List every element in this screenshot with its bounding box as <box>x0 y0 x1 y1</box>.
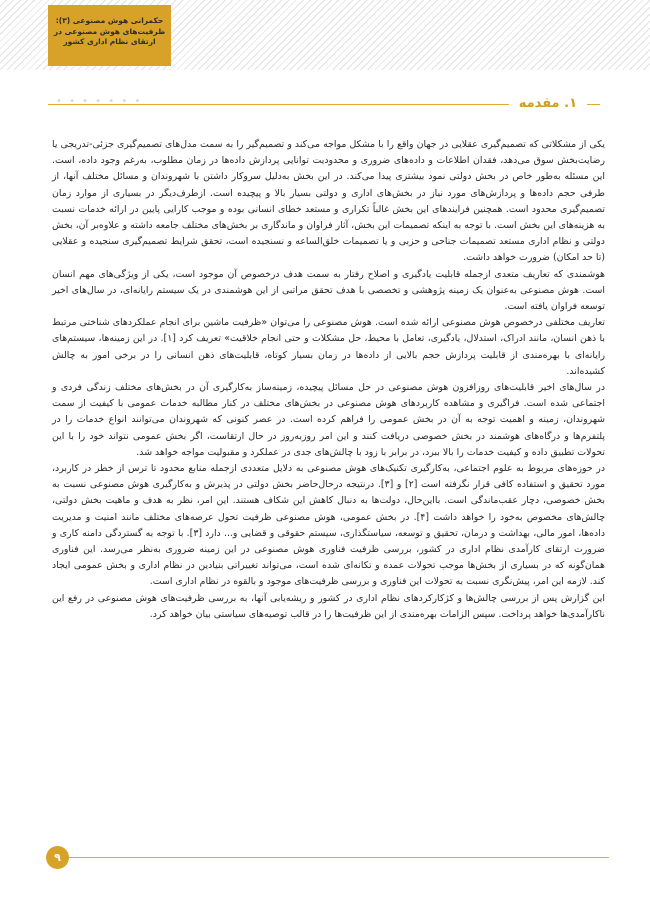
series-title-line: حکمرانی هوش مصنوعی (۳): <box>55 16 164 25</box>
paragraph: یکی از مشکلاتی که تصمیم‌گیری عقلایی در جهان واقع را با مشکل مواجه می‌کند و تصمیم‌گیر را به سمت مدل‌های تصمیم‌گیری جزئی-تدریجی یا رضایت‌بخش سوق می‌دهد، فقدان اطلاعات و داده‌های ضروری و محدودیت توانایی پردازش داده‌ها در زمان مطلوب، به‌رغم وجود داده، است. این مسئله به‌طور خاص در بخش دولتی نمود بیشتری پیدا می‌کند. در این بخش به‌دلیل سروکار داشتن با شهروندان و مسائل مختلف آنها، از طرفی حجم داده‌ها و پردازش‌های مورد نیاز در بخش‌های اداری و دولتی بسیار بالا و پیچیده است. ازطرف‌دیگر در بسیاری از موارد زمان تصمیم‌گیری محدود است. همچنین فرایندهای این بخش غالباً تکراری و مستعد خطای انسانی بوده و موجب کارایی پایین در ارائه خدمات نسبت به هزینه‌های این بخش است. با توجه به اینکه تصمیمات این بخش، آثار فراوان و ماندگاری بر بخش‌های مختلف جامعه داشته و علاوه‌بر آن، بخش دولتی و نظام اداری مستعد تصمیمات جناحی و حزبی و یا تصمیمات خلق‌الساعه و نسنجیده است، تحقق شرایط تصمیم‌گیری سنجیده و عقلایی (تا حد امکان) ضرورت خواهد داشت. <box>52 139 605 264</box>
section-title: ۱. مقدمه <box>509 95 587 113</box>
paragraph: این گزارش پس از بررسی چالش‌ها و کژکارکردهای نظام اداری در کشور و ریشه‌یابی آنها، به بررسی ظرفیت‌های هوش مصنوعی در رفع این ناکارآمدی‌ها خواهد پرداخت. سپس الزامات بهره‌مندی از این ظرفیت‌ها را در قالب توصیه‌های سیاستی بیان خواهد کرد. <box>52 592 605 620</box>
paragraph: هوشمندی که تعاریف متعدی ازجمله قابلیت یادگیری و اصلاح رفتار به سمت هدف درخصوص آن موجود است، یکی از ویژگی‌های مهم انسان است. هوش مصنوعی به‌عنوان یک زمینه پژوهشی و تخصصی با هدف تحقق مراتبی از این هوشمندی در یک سیستم رایانه‌ای، در سال‌های اخیر توسعه فراوان یافته است. <box>52 268 605 313</box>
page-number: ۹ <box>46 846 69 869</box>
series-title-line: ارتقای نظام اداری کشور <box>63 37 156 46</box>
paragraph: در حوزه‌های مربوط به علوم اجتماعی، به‌کارگیری تکنیک‌های هوش مصنوعی به دلایل متعددی ازجمله منابع محدود تا ترس از خطر در کاربرد، مورد تحقیق و استفاده کافی قرار نگرفته است [۲] و [۳]. درنتیجه درحال‌حاضر بخش دولتی در پذیرش و به‌کارگیری هوش مصنوعی نسبت به بخش خصوصی، دچار عقب‌ماندگی است. بااین‌حال، دولت‌ها به دنبال کاهش این شکاف هستند. این امر، نظر به هدف و ماهیت بخش دولتی، چالش‌های مخصوص به‌خود را خواهد داشت [۴]. در بخش عمومی، هوش مصنوعی ظرفیت تحول عرصه‌های مختلف مانند امنیت و مدیریت داده‌ها، امور مالی، بهداشت و درمان، تحقیق و توسعه، سیاستگذاری، سیستم حقوقی و قضایی و... دارد [۳]. با توجه به گستردگی دامنه کاری و ضرورت ارتقای کارآمدی نظام اداری در کشور، بررسی ظرفیت فناوری هوش مصنوعی در این زمینه ضروری به‌نظر می‌رسد. این فناوری همان‌گونه که در بسیاری از بخش‌ها موجب تحولات عمده و تکانه‌ای شده است، می‌تواند تغییراتی بنیادین در نظام اداری و بخش عمومی ایجاد کند. لازمه این امر، پیش‌نگری نسبت به تحولات این فناوری و بررسی ظرفیت‌های موجود و بالقوه در نظام اداری است. <box>52 463 606 588</box>
paragraph: تعاریف مختلفی درخصوص هوش مصنوعی ارائه شده است. هوش مصنوعی را می‌توان «ظرفیت ماشین برای انجام عملکردهای شناختی مرتبط با ذهن انسان، مانند ادراک، استدلال، یادگیری، تعامل با محیط، حل مشکلات و حتی انجام خلاقیت» تعریف کرد [۱]. در این زمینه‌ها، سیستم‌های رایانه‌ای با بهره‌مندی از قابلیت پردازش حجم بالایی از داده‌ها در زمان بسیار کوتاه، قابلیت‌های ذهن انسانی را در برخی امور به چالش کشیده‌اند. <box>52 317 605 377</box>
series-title-line: ظرفیت‌های هوش مصنوعی در <box>53 26 166 36</box>
series-title-badge <box>48 5 171 66</box>
body-text <box>52 137 605 623</box>
paragraph: در سال‌های اخیر قابلیت‌های روزافزون هوش مصنوعی در حل مسائل پیچیده، زمینه‌ساز به‌کارگیری آن در بخش‌های مختلف زندگی فردی و اجتماعی شده است. فراگیری و مشاهده کاربردهای هوش مصنوعی در بخش‌های مختلف در کنار مطالبه خدمات عمومی با کیفیت از سمت شهروندان، زمینه و اهمیت توجه به آن در بخش عمومی را فراهم کرده است. در عصر کنونی که شهروندان می‌توانند انواع خدمات را در پلتفرم‌ها و درگاه‌های هوشمند در بخش خصوصی دریافت کنند و این امر روزبه‌روز در حال ارتقاست، اگر بخش عمومی نتواند خود را با این تحولات تطبیق داده و کیفیت خدمات را بالا ببرد، در برابر با زود با چالش‌های جدی در عملکرد و مقبولیت مواجه خواهد شد. <box>52 382 605 458</box>
dotted-ornament: • • • • • • • <box>56 96 143 107</box>
footer-divider <box>69 857 609 858</box>
header-band <box>0 0 650 70</box>
